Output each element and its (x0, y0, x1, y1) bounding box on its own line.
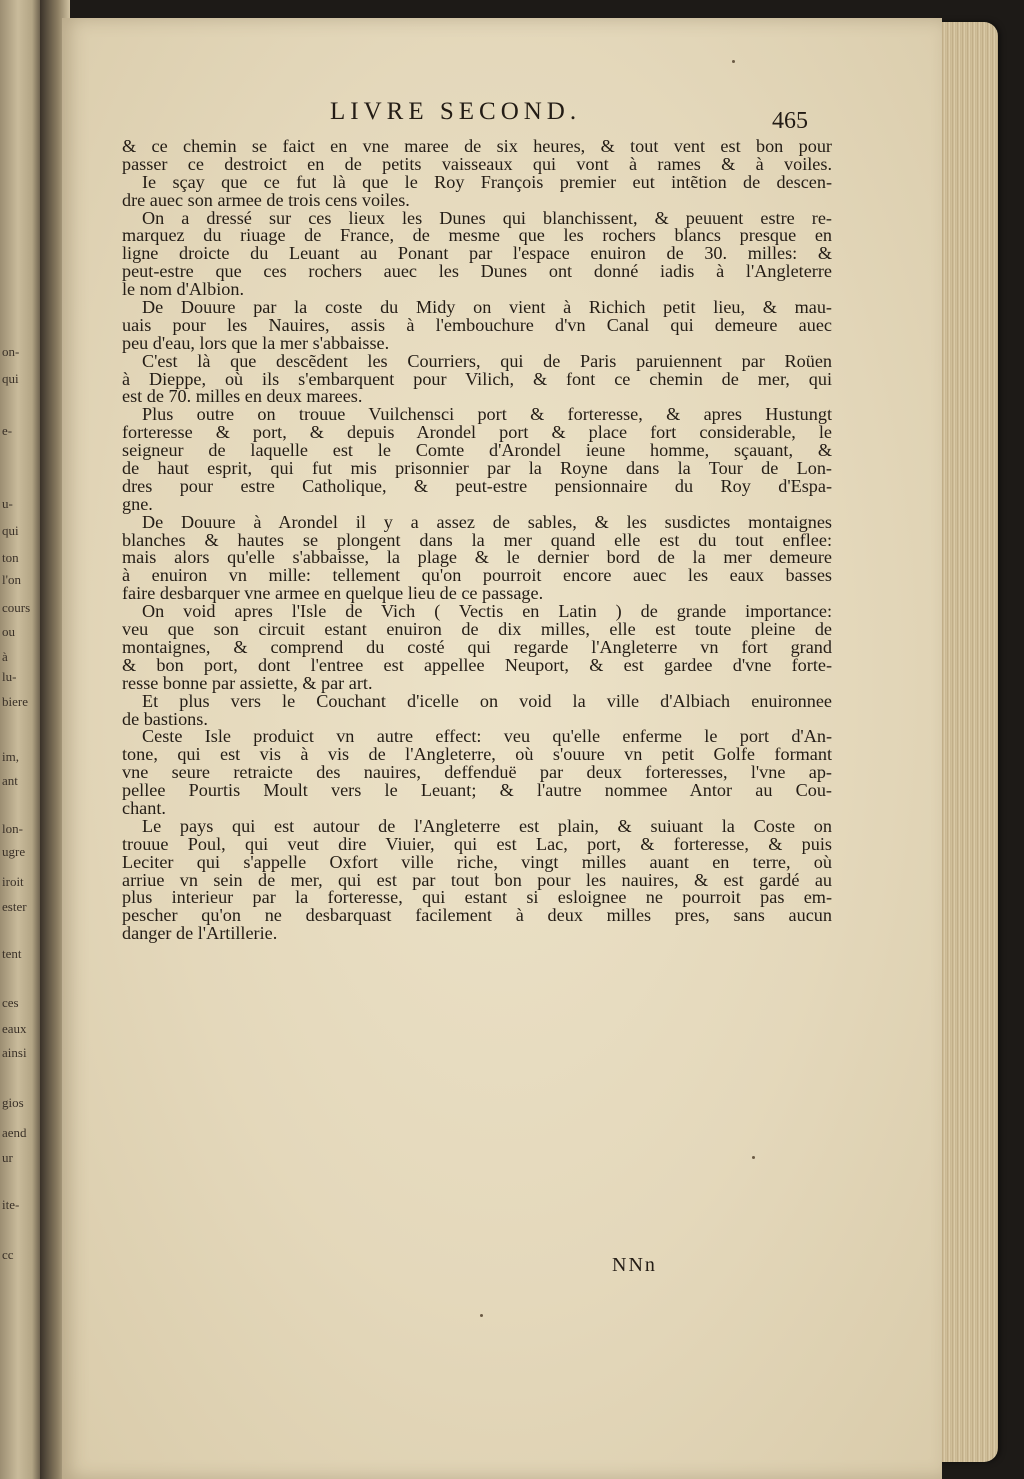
text-line: peut-estre que ces rochers auec les Dunes ont donné iadis à l'Angleterre (122, 261, 832, 282)
text-line: C'est là que descẽdent les Courriers, qui de Paris paruiennent par Roüen (142, 350, 832, 371)
text-line: chant. (122, 797, 166, 818)
text-line: On void apres l'Isle de Vich ( Vectis en Latin ) de grande importance: (142, 601, 832, 622)
text-line: marquez du riuage de France, de mesme que les rochers blancs presque en (122, 225, 832, 246)
margin-fragment: u- (2, 496, 13, 511)
text-line: De Douure à Arondel il y a assez de sables, & les susdictes montaignes (142, 511, 832, 532)
margin-fragment: e- (2, 423, 13, 438)
text-line: Le pays qui est autour de l'Angleterre est plain, & suiuant la Coste on (142, 815, 832, 836)
text-line: montaignes, & comprend du costé qui regarde l'Angleterre vn fort grand (122, 636, 832, 657)
text-line: plus interieur par la forteresse, qui estant si esloignee ne pourroit pas em- (122, 887, 832, 908)
margin-fragment: ugre (2, 844, 26, 859)
margin-fragment: iroit (2, 874, 24, 889)
text-line: à enuiron vn mille: tellement qu'on pourroit encore auec les eaux basses (122, 565, 832, 586)
text-line: & bon port, dont l'entree est appellee Neuport, & est gardee d'vne forte- (122, 654, 832, 675)
text-line: mais alors qu'elle s'abbaisse, la plage & le dernier bord de la mer demeure (122, 547, 832, 568)
text-line: resse bonne par assiette, & par art. (122, 672, 373, 693)
margin-fragment: l'on (2, 572, 21, 587)
text-line: uais pour les Nauires, assis à l'embouchure d'vn Canal qui demeure auec (122, 314, 832, 335)
margin-fragment: ainsi (2, 1045, 27, 1060)
running-head: LIVRE SECOND. (330, 98, 582, 125)
margin-fragment: ite- (2, 1197, 20, 1212)
facing-page-edge (0, 0, 40, 1479)
text-line: arriue vn sein de mer, qui est par tout bon pour les nauires, & est gardé au (122, 869, 832, 890)
text-line: de haut esprit, qui fut mis prisonnier par la Royne dans la Tour de Lon- (122, 458, 832, 479)
text-line: pellee Pourtis Moult vers le Leuant; & l'autre nommee Antor au Cou- (122, 780, 832, 801)
text-line: est de 70. milles en deux marees. (122, 386, 363, 407)
text-line: tone, qui est vis à vis de l'Angleterre, où s'ouure vn petit Golfe formant (122, 744, 832, 765)
body-text (122, 138, 832, 943)
margin-fragment: lu- (2, 669, 17, 684)
text-line: Et plus vers le Couchant d'icelle on void la ville d'Albiach enuironnee (142, 690, 832, 711)
margin-fragment: ton (2, 550, 19, 565)
text-line: trouue Poul, qui veut dire Viuier, qui est Lac, port, & forteresse, & puis (122, 833, 832, 854)
text-line: On a dressé sur ces lieux les Dunes qui blanchissent, & peuuent estre re- (142, 207, 832, 228)
text-line: forteresse & port, & depuis Arondel port & place fort considerable, le (122, 422, 832, 443)
margin-fragment: à (2, 649, 8, 664)
text-line: seigneur de laquelle est le Comte d'Arondel ieune homme, sçauant, & (122, 440, 832, 461)
text-line: faire desbarquer vne armee en quelque lieu de ce passage. (122, 583, 544, 604)
text-line: dres pour estre Catholique, & peut-estre pensionnaire du Roy d'Espa- (122, 475, 832, 496)
text-line: gne. (122, 493, 153, 514)
text-line: vne seure retraicte des nauires, deffenduë par deux forteresses, l'vne ap- (122, 762, 832, 783)
text-line: danger de l'Artillerie. (122, 923, 278, 944)
margin-fragment: qui (2, 371, 19, 386)
margin-fragment: aend (2, 1125, 27, 1140)
margin-fragment: ou (2, 624, 15, 639)
text-line: De Douure par la coste du Midy on vient à Richich petit lieu, & mau- (142, 297, 832, 318)
ink-speck (480, 1314, 483, 1317)
text-line: Plus outre on trouue Vuilchensci port & forteresse, & apres Hustungt (142, 404, 832, 425)
margin-fragment: ester (2, 899, 27, 914)
text-line: passer ce destroict en de petits vaisseaux qui vont à rames & à voiles. (122, 153, 832, 174)
text-line: le nom d'Albion. (122, 279, 244, 300)
printed-page (62, 18, 942, 1479)
ink-speck (732, 60, 735, 63)
text-line: ligne droicte du Leuant au Ponant par l'espace enuiron de 30. milles: & (122, 243, 832, 264)
text-line: Leciter qui s'appelle Oxfort ville riche, vingt milles auant en terre, où (122, 851, 832, 872)
margin-fragment: ur (2, 1150, 13, 1165)
text-line: & ce chemin se faict en vne maree de six heures, & tout vent est bon pour (122, 136, 832, 156)
text-line: veu que son circuit estant enuiron de dix milles, elle est toute pleine de (122, 619, 832, 640)
margin-fragment: qui (2, 523, 19, 538)
margin-fragment: eaux (2, 1021, 27, 1036)
margin-fragment: tent (2, 946, 22, 961)
text-line: de bastions. (122, 708, 208, 729)
text-line: blanches & hautes se plongent dans la mer quand elle est du tout enflee: (122, 529, 832, 550)
text-line: Ceste Isle produict vn autre effect: veu qu'elle enferme le port d'An- (142, 726, 832, 747)
text-line: Ie sçay que ce fut là que le Roy François premier eut intẽtion de descen- (142, 171, 832, 192)
margin-fragment: im, (2, 749, 19, 764)
text-line: dre auec son armee de trois cens voiles. (122, 189, 410, 210)
margin-fragment: biere (2, 694, 28, 709)
text-line: peu d'eau, lors que la mer s'abbaisse. (122, 332, 390, 353)
margin-fragment: ces (2, 995, 19, 1010)
margin-fragment: cours (2, 600, 31, 615)
text-line: à Dieppe, où ils s'embarquent pour Vilich, & font ce chemin de mer, qui (122, 368, 832, 389)
ink-speck (752, 1156, 755, 1159)
margin-fragment: gios (2, 1095, 24, 1110)
margin-fragment: lon- (2, 821, 23, 836)
margin-fragment: cc (2, 1247, 14, 1262)
book-fore-edge (936, 22, 998, 1462)
margin-fragment: on- (2, 344, 20, 359)
page-number: 465 (772, 108, 808, 134)
margin-fragment: ant (2, 773, 18, 788)
signature-mark: NNn (612, 1254, 657, 1276)
text-line: pescher qu'on ne desbarquast facilement à deux milles pres, sans aucun (122, 905, 832, 926)
